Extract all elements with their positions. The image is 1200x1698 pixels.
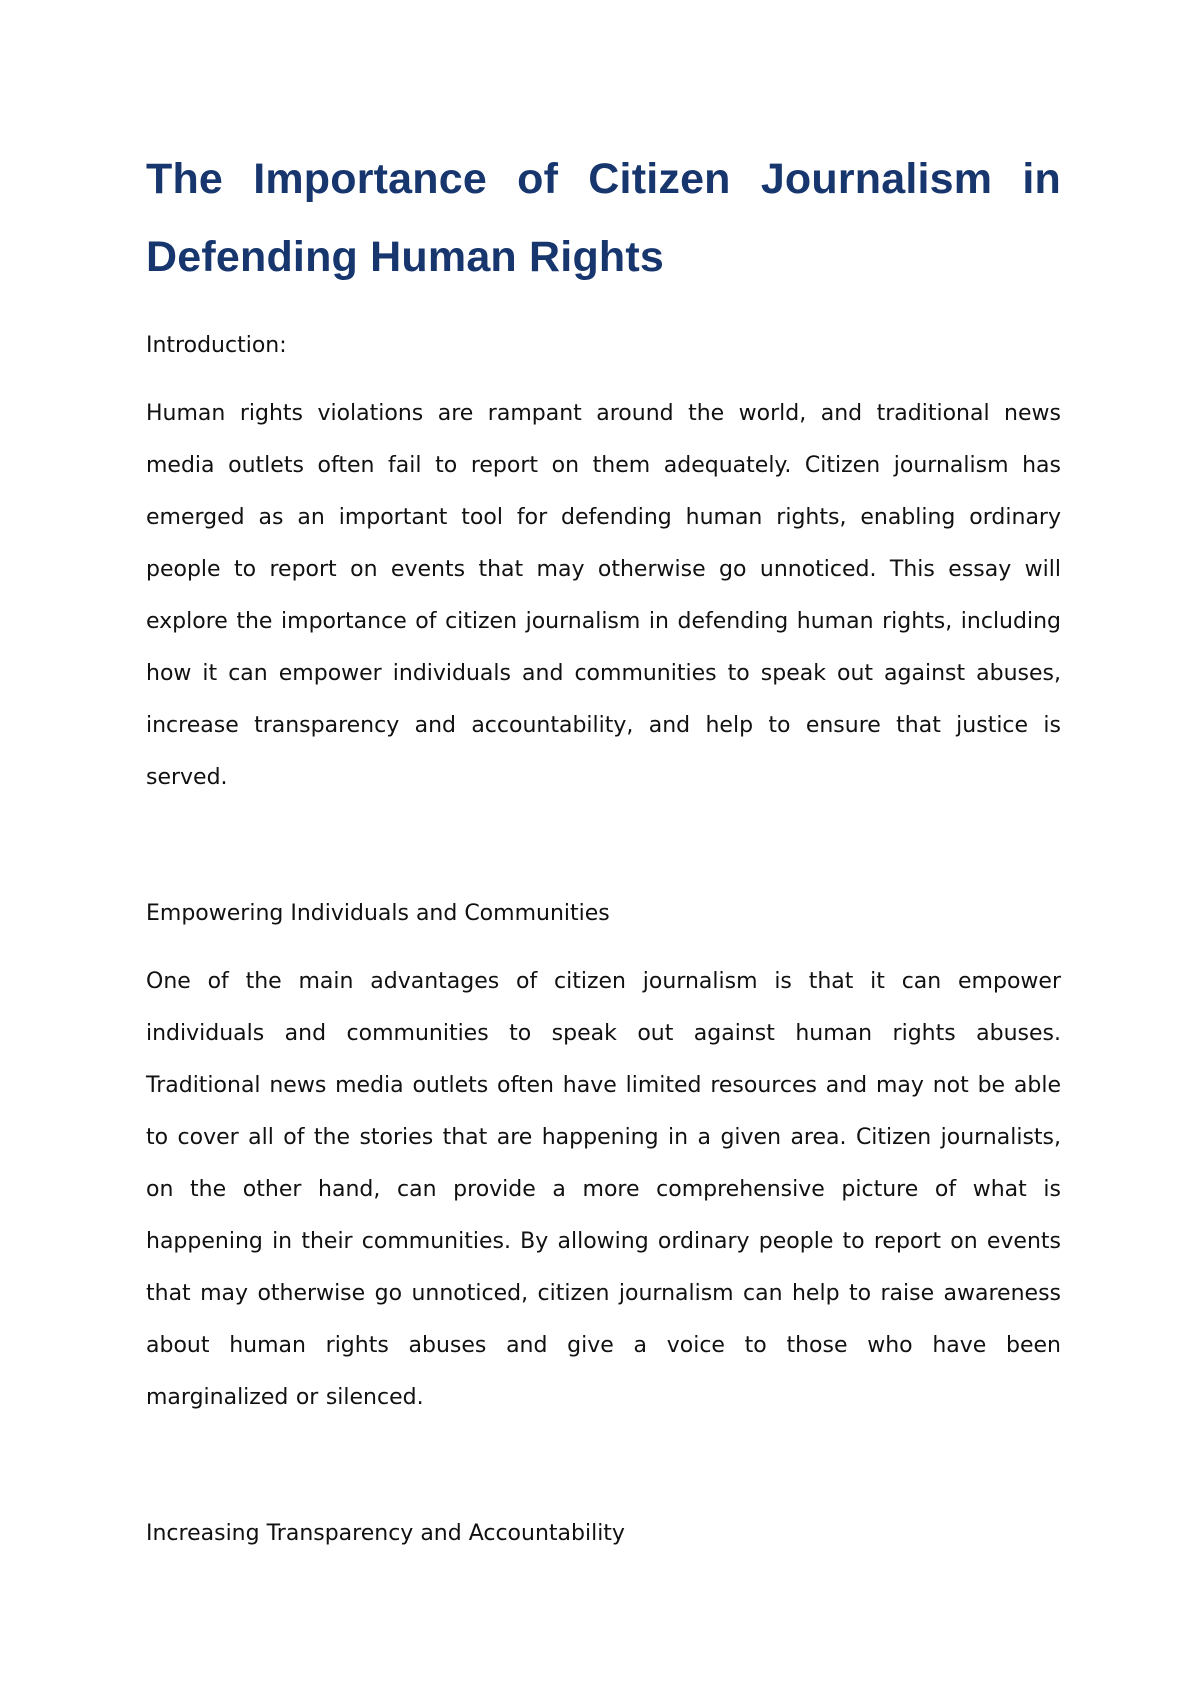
- section-heading-transparency: Increasing Transparency and Accountability: [146, 1521, 625, 1546]
- section-heading-empowering: Empowering Individuals and Communities: [146, 901, 610, 926]
- section-paragraph-empowering: One of the main advantages of citizen journalism is that it can empower individuals and communities to speak out against human rights abuses. Traditional news media outlets often have limited resources and may not be able to cover all of the stories that are happening in a given area. Citizen journalists, on the other hand, can provide a more comprehensive picture of what is happening in their communities. By allowing ordinary people to report on events that may otherwise go unnoticed, citizen journalism can help to raise awareness about human rights abuses and give a voice to those who have been marginalized or silenced.: [146, 969, 1061, 1410]
- document-content: [146, 140, 1061, 1560]
- document-title: [146, 140, 1061, 296]
- introduction-label: Introduction:: [146, 333, 287, 358]
- document-title-line-1: The Importance of Citizen Journalism in: [146, 155, 1061, 203]
- introduction-paragraph: Human rights violations are rampant around the world, and traditional news media outlets often fail to report on them adequately. Citizen journalism has emerged as an important tool for defending human rights, enabling ordinary people to report on events that may otherwise go unnoticed. This essay will explore the importance of citizen journalism in defending human rights, including how it can empower individuals and communities to speak out against abuses, increase transparency and accountability, and help to ensure that justice is served.: [146, 401, 1061, 790]
- document-title-line-2: Defending Human Rights: [146, 233, 665, 281]
